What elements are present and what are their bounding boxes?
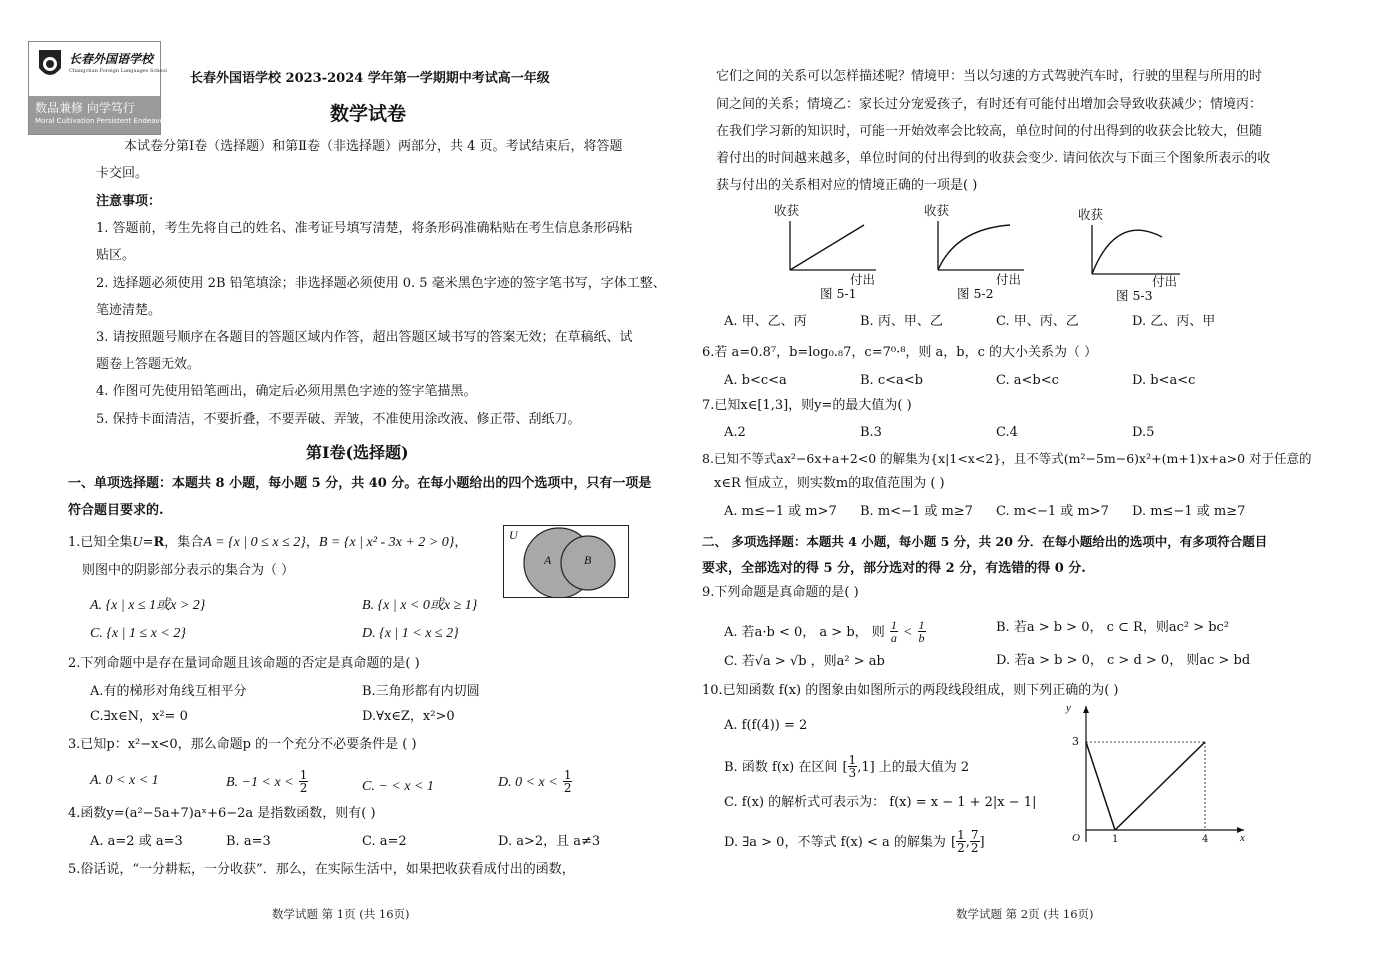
q5-line-2: 它们之间的关系可以怎样描述呢？情境甲：当以匀速的方式驾驶汽车时，行驶的里程与所用的时 [716,69,1263,84]
q2-option-c: C.∃x∈N，x²= 0 [90,709,188,724]
q1-comma: ， [305,535,319,550]
q1-U: U [132,535,143,550]
footer-left: 数学试题 第 1页 (共 16页) [272,907,410,921]
q4-option-c: C. a=2 [362,834,407,849]
section2-line-2: 要求，全部选对的得 5 分，部分选对的得 2 分，有选错的得 0 分. [702,561,1086,576]
q1-stem-a: 1.已知全集 [68,535,133,550]
q3-option-d-frac: $\frac{1}{2}$ [563,768,572,795]
q1-line-2: 则图中的阴影部分表示的集合为（ ） [82,563,295,578]
q9-stem: 9.下列命题是真命题的是( ) [702,585,859,600]
q3-option-c: C. − < x < 1 [362,779,434,794]
section1-line-1: 一、单项选择题：本题共 8 小题，每小题 5 分，共 40 分。在每小题给出的四个选项中，只有一项是 [68,476,652,491]
right-page [688,0,1375,971]
school-crest-icon [37,48,63,82]
graph-5-2-y-label: 收获 [924,203,950,218]
q9-option-a [724,619,926,644]
q8-option-c: C. m<−1 或 m>7 [996,504,1109,519]
q8-line-1: 8.已知不等式ax²−6x+a+2<0 的解集为{x|1<x<2}，且不等式(m²−5m−6)x²+(m+1)x+a>0 对于任意的 [702,451,1312,466]
q2-option-a: A.有的梯形对角线互相平分 [90,684,247,699]
q10-graph-x-label: x [1240,832,1245,844]
q4-option-a: A. a=2 或 a=3 [90,834,183,849]
graph-5-2 [916,203,1036,303]
exam-title: 长春外国语学校 2023-2024 学年第一学期期中考试高一年级 [190,71,550,86]
q10-option-d: D. ∃a > 0，不等式 f(x) < a 的解集为 [ $\frac{1}{2}$ , $\frac{7}{2}$ ] [724,828,985,855]
q4-option-b: B. a=3 [226,834,271,849]
q2-option-b: B.三角形都有内切圆 [362,684,480,699]
note-1-line-1: 1. 答题前，考生先将自己的姓名、准考证号填写清楚，将条形码准确粘贴在考生信息条形码粘 [96,221,633,236]
q1-stem [68,535,467,551]
note-3-line-2: 题卷上答题无效。 [96,357,201,372]
q3-option-d [498,769,572,794]
q6-option-c: C. a<b<c [996,373,1059,388]
note-2-line-2: 笔迹清楚。 [96,303,162,318]
q10-option-c: C. f(x) 的解析式可表示为： f(x) = x − 1 + 2|x − 1| [724,795,1037,810]
q4-stem: 4.函数y=(a²−5a+7)aˣ+6−2a 是指数函数，则有( ) [68,806,376,821]
graph-5-1 [766,203,886,303]
section2-line-1: 二、 多项选择题：本题共 4 小题，每小题 5 分，共 20 分．在每小题给出的选项中，有多项符合题目 [702,534,1268,549]
q9-option-a-lt: < [902,625,913,640]
q10-stem: 10.已知函数 f(x) 的图象由如图所示的两段线段组成，则下列正确的为( ) [702,683,1119,698]
note-4: 4. 作图可先使用铅笔画出，确定后必须用黑色字迹的签字笔描黑。 [96,384,477,399]
q10-option-b: B. 函数 f(x) 在区间 [ $\frac{1}{3}$ ,1] 上的最大值为 2 [724,753,970,780]
graph-5-1-x-label: 付出 [850,272,876,287]
q8-option-a: A. m≤−1 或 m>7 [724,504,837,519]
part1-title: 第Ⅰ卷(选择题) [306,443,409,462]
q6-stem: 6.若 a=0.8⁷，b=log₀.₈7，c=7⁰·⁸，则 a，b，c 的大小关系为（ ） [702,345,1098,360]
q5-line-4: 在我们学习新的知识时，可能一开始效率会比较高，单位时间的付出得到的收获会比较大，但随 [716,124,1263,139]
q7-option-a: A.2 [724,425,746,440]
q3-option-a: A. 0 < x < 1 [90,773,159,788]
q2-stem: 2.下列命题中是存在量词命题且该命题的否定是真命题的是( ) [68,656,420,671]
q9-option-d: D. 若a > b > 0， c > d > 0， 则ac > bd [996,653,1251,668]
q5-line-3: 间之间的关系；情境乙：家长过分宠爱孩子，有时还有可能付出增加会导致收获减少；情境丙： [716,97,1263,112]
venn-label-u: U [509,528,518,542]
graph-5-3-y-label: 收获 [1078,207,1104,222]
subject-title: 数学试卷 [330,103,407,125]
q5-option-c: C. 甲、丙、乙 [996,314,1079,329]
school-logo [28,41,167,135]
q1-stem-end: ， [454,535,468,550]
footer-right: 数学试题 第 2页 (共 16页) [956,907,1094,921]
q1-R: R [153,535,165,550]
venn-label-b: B [584,553,592,567]
q10-option-b-pre: B. 函数 f(x) 在区间 [724,760,838,775]
logo-school-en: Changchun Foreign Languages School [69,68,167,74]
q5-line-5: 着付出的时间越来越多，单位时间的付出得到的收获会变少. 请问依次与下面三个图象所表示的收 [716,151,1271,166]
venn-diagram [503,525,629,598]
q1-set-b: B = {x | x² - 3x + 2 > 0} [318,535,455,550]
note-1-line-2: 贴区。 [96,248,136,263]
section1-line-2: 符合题目要求的. [68,503,164,518]
q3-option-b-pre: B. −1 < x < [226,775,294,790]
q10-graph-tick-1: 1 [1112,834,1119,845]
q6-option-d: D. b<a<c [1132,373,1196,388]
motto-bar [29,96,167,134]
notes-heading: 注意事项： [96,194,162,209]
graph-5-2-caption: 图 5-2 [957,286,994,301]
intro-line-1: 本试卷分第Ⅰ卷（选择题）和第Ⅱ卷（非选择题）两部分，共 4 页。考试结束后，将答题 [124,139,623,154]
q9-option-c: C. 若√a > √b ，则a² > ab [724,654,885,669]
q1-option-c: C. {x | 1 ≤ x < 2} [90,626,186,641]
graph-5-2-x-label: 付出 [996,272,1022,287]
q10-option-d-frac-2: $\frac{7}{2}$ [970,828,979,855]
q7-option-b: B.3 [860,425,882,440]
q1-set-a: A = {x | 0 ≤ x ≤ 2} [203,535,306,550]
q5-option-b: B. 丙、甲、乙 [860,314,943,329]
q6-option-a: A. b<c<a [724,373,787,388]
q10-option-d-frac-1: $\frac{1}{2}$ [957,828,965,855]
q1-option-b: B. {x | x < 0或x ≥ 1} [362,598,478,613]
q5-line-1: 5.俗话说，“一分耕耘，一分收获”．那么，在实际生活中，如果把收获看成付出的函数， [68,862,575,877]
q7-option-c: C.4 [996,425,1018,440]
q4-option-d: D. a>2，且 a≠3 [498,834,601,849]
q3-option-b [226,769,308,794]
q8-line-2: x∈R 恒成立，则实数m的取值范围为 ( ) [714,476,945,491]
q7-option-d: D.5 [1132,425,1155,440]
q9-option-a-frac-2: $\frac{1}{b}$ [918,618,925,645]
intro-line-2: 卡交回。 [96,166,149,181]
q10-option-a: A. f(f(4)) = 2 [724,718,808,733]
q8-option-d: D. m≤−1 或 m≥7 [1132,504,1246,519]
q10-graph-tick-4: 4 [1202,834,1209,845]
q8-option-b: B. m<−1 或 m≥7 [860,504,973,519]
q10-function-graph [1062,702,1252,852]
q1-eq: = [142,535,154,550]
graph-5-1-y-label: 收获 [774,203,800,218]
q3-option-b-frac: $\frac{1}{2}$ [299,768,308,795]
q10-graph-y-label: y [1066,702,1071,714]
q10-option-d-pre: D. ∃a > 0，不等式 f(x) < a 的解集为 [724,835,946,850]
logo-school-name: 长春外国语学校 [69,52,154,66]
q1-stem-b: ，集合 [164,535,204,550]
q5-option-a: A. 甲、乙、丙 [724,314,807,329]
graph-5-3 [1072,205,1192,305]
q9-option-b: B. 若a > b > 0， c ⊂ R，则ac² > bc² [996,620,1230,635]
q10-graph-origin: O [1072,832,1080,844]
graph-5-3-x-label: 付出 [1152,274,1178,289]
q3-option-d-pre: D. 0 < x < [498,775,558,790]
q10-graph-tick-3: 3 [1072,735,1079,748]
q1-option-d: D. {x | 1 < x ≤ 2} [362,626,459,641]
q7-stem: 7.已知x∈[1,3]，则y=的最大值为( ) [702,398,912,413]
q3-stem: 3.已知p：x²−x<0，那么命题p 的一个充分不必要条件是 ( ) [68,737,417,752]
q2-option-d: D.∀x∈Z，x²>0 [362,709,455,724]
graph-5-1-caption: 图 5-1 [820,286,857,301]
q1-option-a: A. {x | x ≤ 1或x > 2} [90,598,206,613]
q9-option-a-frac-1: $\frac{1}{a}$ [890,618,897,645]
venn-label-a: A [544,553,552,567]
q5-line-6: 获与付出的关系相对应的情境正确的一项是( ) [716,178,978,193]
q6-option-b: B. c<a<b [860,373,923,388]
q10-option-b-frac: $\frac{1}{3}$ [848,753,857,780]
graph-5-3-caption: 图 5-3 [1116,288,1153,303]
motto-en: Moral Cultivation Persistent Endeavor [35,117,167,125]
q10-option-b-end: ,1] 上的最大值为 2 [857,760,970,775]
q5-option-d: D. 乙、丙、甲 [1132,314,1216,329]
note-5: 5. 保持卡面清洁，不要折叠，不要弄破、弄皱，不准使用涂改液、修正带、刮纸刀。 [96,412,581,427]
motto-cn: 数品兼修 向学笃行 [35,101,135,115]
note-3-line-1: 3. 请按照题号顺序在各题目的答题区域内作答，超出答题区域书写的答案无效；在草稿纸、试 [96,330,633,345]
q9-option-a-pre: A. 若a·b < 0， a > b， 则 [724,625,885,640]
note-2-line-1: 2. 选择题必须使用 2B 铅笔填涂；非选择题必须使用 0. 5 毫米黑色字迹的签字笔书写，字体工整、 [96,276,666,291]
